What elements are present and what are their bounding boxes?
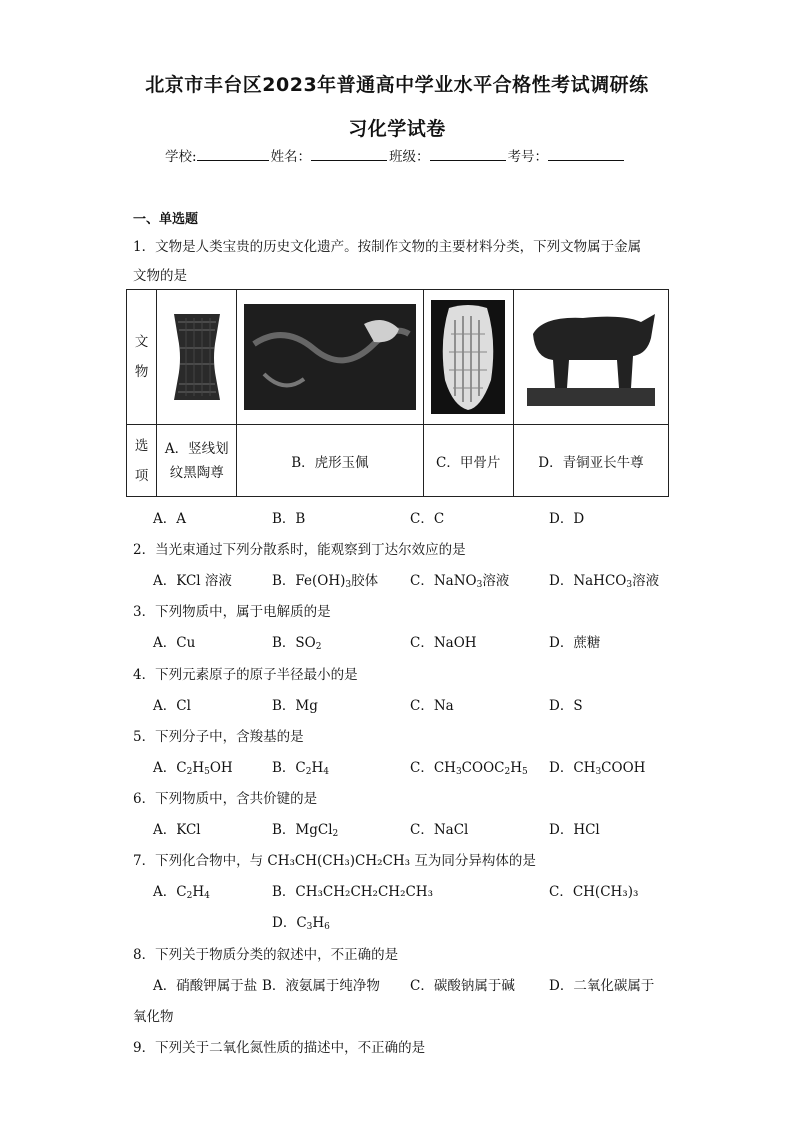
question-3-stem: 3．下列物质中，属于电解质的是 (133, 604, 331, 620)
option-c-cell: C．甲骨片 (423, 425, 513, 497)
q5-option-a[interactable]: A．$C_2H_5OH$ (153, 760, 233, 777)
school-label: 学校: (165, 149, 197, 165)
q2-option-c[interactable]: C．NaNO$_3$溶液 (410, 573, 510, 590)
number-label: 考号： (507, 149, 549, 165)
q5-option-c[interactable]: C．$CH_3COOC_2H_5$ (410, 760, 528, 777)
q6-option-c[interactable]: C．NaCl (410, 822, 469, 838)
class-label: 班级： (389, 149, 430, 165)
question-2-stem: 2．当光束通过下列分散系时，能观察到丁达尔效应的是 (133, 542, 466, 558)
artifact-image-c (423, 290, 513, 425)
q5-option-d[interactable]: D．$CH_3COOH$ (549, 760, 646, 777)
q6-option-d[interactable]: D．HCl (549, 822, 600, 838)
q2-option-a[interactable]: A．KCl 溶液 (153, 573, 232, 589)
q1-option-b[interactable]: B．B (272, 511, 306, 527)
q1-option-d[interactable]: D．D (549, 511, 585, 527)
question-8-stem: 8．下列关于物质分类的叙述中，不正确的是 (133, 947, 399, 963)
artifact-image-b (237, 290, 423, 425)
q6-option-a[interactable]: A．KCl (153, 822, 201, 838)
q3-option-a[interactable]: A．Cu (153, 635, 196, 651)
q7-option-a[interactable]: A．$C_2H_4$ (153, 884, 210, 901)
q4-option-c[interactable]: C．Na (410, 698, 454, 714)
q2-option-b[interactable]: B．$Fe(OH)_3$胶体 (272, 573, 379, 590)
q5-option-b[interactable]: B．$C_2H_4$ (272, 760, 329, 777)
q8-option-c[interactable]: C．碳酸钠属于碱 (410, 978, 515, 994)
q4-option-a[interactable]: A．Cl (153, 698, 191, 714)
question-1-stem: 1．文物是人类宝贵的历史文化遗产。按制作文物的主要材料分类，下列文物属于金属 (133, 239, 642, 255)
black-pottery-vessel-icon (168, 308, 226, 406)
q8-option-a[interactable]: A．硝酸钾属于盐 (153, 978, 258, 994)
name-blank[interactable] (311, 147, 387, 161)
question-4-stem: 4．下列元素原子的原子半径最小的是 (133, 667, 358, 683)
page-title-line2: 习化学试卷 (348, 118, 446, 140)
question-5-stem: 5．下列分子中，含羧基的是 (133, 729, 304, 745)
option-d-cell: D．青铜亚长牛尊 (513, 425, 668, 497)
q8-option-d[interactable]: D．二氧化碳属于 (549, 978, 655, 994)
question-9-stem: 9．下列关于二氧化氮性质的描述中，不正确的是 (133, 1040, 426, 1056)
q7-option-b[interactable]: B．CH₃CH₂CH₂CH₂CH₃ (272, 884, 433, 900)
artifact-image-d (513, 290, 668, 425)
q8-option-b[interactable]: B．液氨属于纯净物 (262, 978, 380, 994)
artifact-table (126, 289, 669, 497)
question-6-stem: 6．下列物质中，含共价键的是 (133, 791, 318, 807)
q8-option-d-cont: 氧化物 (133, 1009, 174, 1025)
question-1-stem-cont: 文物的是 (133, 268, 187, 284)
q4-option-b[interactable]: B．Mg (272, 698, 318, 714)
artifact-row-header: 文 物 (127, 290, 157, 425)
school-blank[interactable] (197, 147, 269, 161)
q3-option-c[interactable]: C．NaOH (410, 635, 477, 651)
q7-option-c[interactable]: C．CH(CH₃)₃ (549, 884, 639, 900)
student-info-line (165, 145, 626, 165)
q3-option-b[interactable]: B．$SO_2$ (272, 635, 322, 652)
bronze-ox-zun-icon (523, 304, 659, 410)
q1-option-c[interactable]: C．C (410, 511, 445, 527)
q7-option-d[interactable]: D．$C_3H_6$ (272, 915, 330, 932)
q1-option-a[interactable]: A．A (153, 511, 186, 527)
class-blank[interactable] (430, 147, 506, 161)
tiger-jade-pendant-icon (244, 304, 416, 410)
q2-option-d[interactable]: D．NaHCO$_3$溶液 (549, 573, 660, 590)
artifact-image-a (157, 290, 237, 425)
option-b-cell: B．虎形玉佩 (237, 425, 423, 497)
q4-option-d[interactable]: D．S (549, 698, 583, 714)
number-blank[interactable] (548, 147, 624, 161)
option-a-cell: A．竖线划 纹黑陶尊 (157, 425, 237, 497)
oracle-bone-icon (431, 300, 505, 414)
q3-option-d[interactable]: D．蔗糖 (549, 635, 601, 651)
question-7-stem: 7．下列化合物中，与 CH₃CH(CH₃)CH₂CH₃ 互为同分异构体的是 (133, 853, 536, 869)
option-row-header: 选 项 (127, 425, 157, 497)
page-title: 北京市丰台区2023年普通高中学业水平合格性考试调研练 (145, 74, 649, 96)
name-label: 姓名： (270, 149, 312, 165)
section-heading: 一、单选题 (133, 212, 199, 227)
q6-option-b[interactable]: B．MgCl$_2$ (272, 822, 339, 839)
